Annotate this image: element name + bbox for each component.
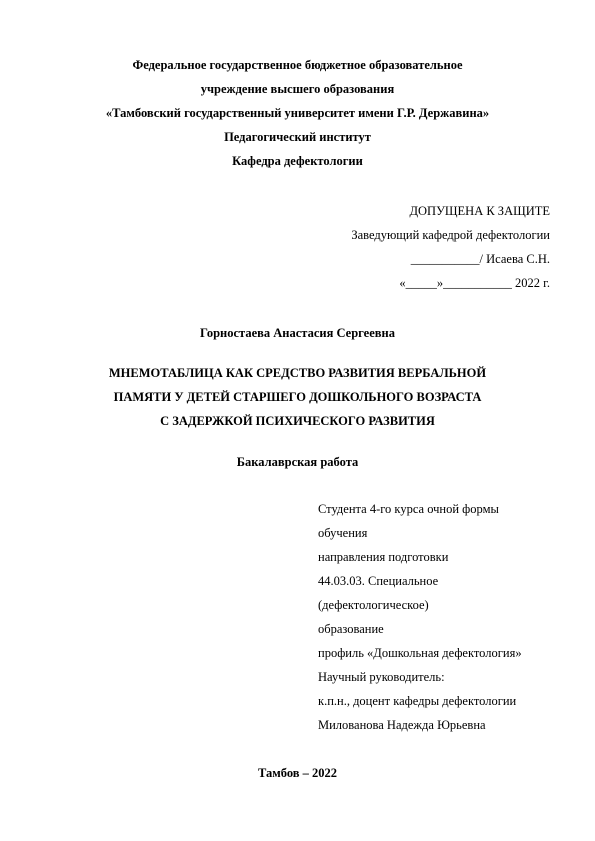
approval-title: ДОПУЩЕНА К ЗАЩИТЕ: [409, 204, 550, 218]
student-info-line-7: профиль «Дошкольная дефектология»: [318, 646, 522, 660]
student-info-line-3: направления подготовки: [318, 550, 449, 564]
header-line-4: Педагогический институт: [224, 130, 371, 144]
author-name: Горностаева Анастасия Сергеевна: [200, 326, 395, 340]
header-line-1: Федеральное государственное бюджетное образовательное: [132, 58, 463, 72]
thesis-title-line-1: МНЕМОТАБЛИЦА КАК СРЕДСТВО РАЗВИТИЯ ВЕРБАЛЬНОЙ: [108, 366, 487, 380]
student-info-line-1: Студента 4-го курса очной формы: [318, 502, 499, 516]
work-type: Бакалаврская работа: [236, 455, 359, 469]
student-info-line-9: к.п.н., доцент кафедры дефектологии: [318, 694, 517, 708]
header-line-5: Кафедра дефектологии: [232, 154, 363, 168]
student-info-line-6: образование: [318, 622, 384, 636]
footer-city-year: Тамбов – 2022: [257, 766, 338, 780]
student-info-line-2: обучения: [318, 526, 368, 540]
student-info-line-8: Научный руководитель:: [318, 670, 445, 684]
header-line-2: учреждение высшего образования: [200, 82, 395, 96]
approval-date: «_____»___________ 2022 г.: [399, 276, 550, 290]
thesis-title-line-2: ПАМЯТИ У ДЕТЕЙ СТАРШЕГО ДОШКОЛЬНОГО ВОЗРАСТА: [113, 390, 482, 404]
student-info-line-5: (дефектологическое): [318, 598, 429, 612]
approval-signature: ___________/ Исаева С.Н.: [410, 252, 550, 266]
header-line-3: «Тамбовский государственный университет имени Г.Р. Державина»: [105, 106, 490, 120]
thesis-title-line-3: С ЗАДЕРЖКОЙ ПСИХИЧЕСКОГО РАЗВИТИЯ: [160, 414, 435, 428]
approval-position: Заведующий кафедрой дефектологии: [351, 228, 550, 242]
student-info-line-10: Милованова Надежда Юрьевна: [318, 718, 486, 732]
student-info-line-4: 44.03.03. Специальное: [318, 574, 439, 588]
